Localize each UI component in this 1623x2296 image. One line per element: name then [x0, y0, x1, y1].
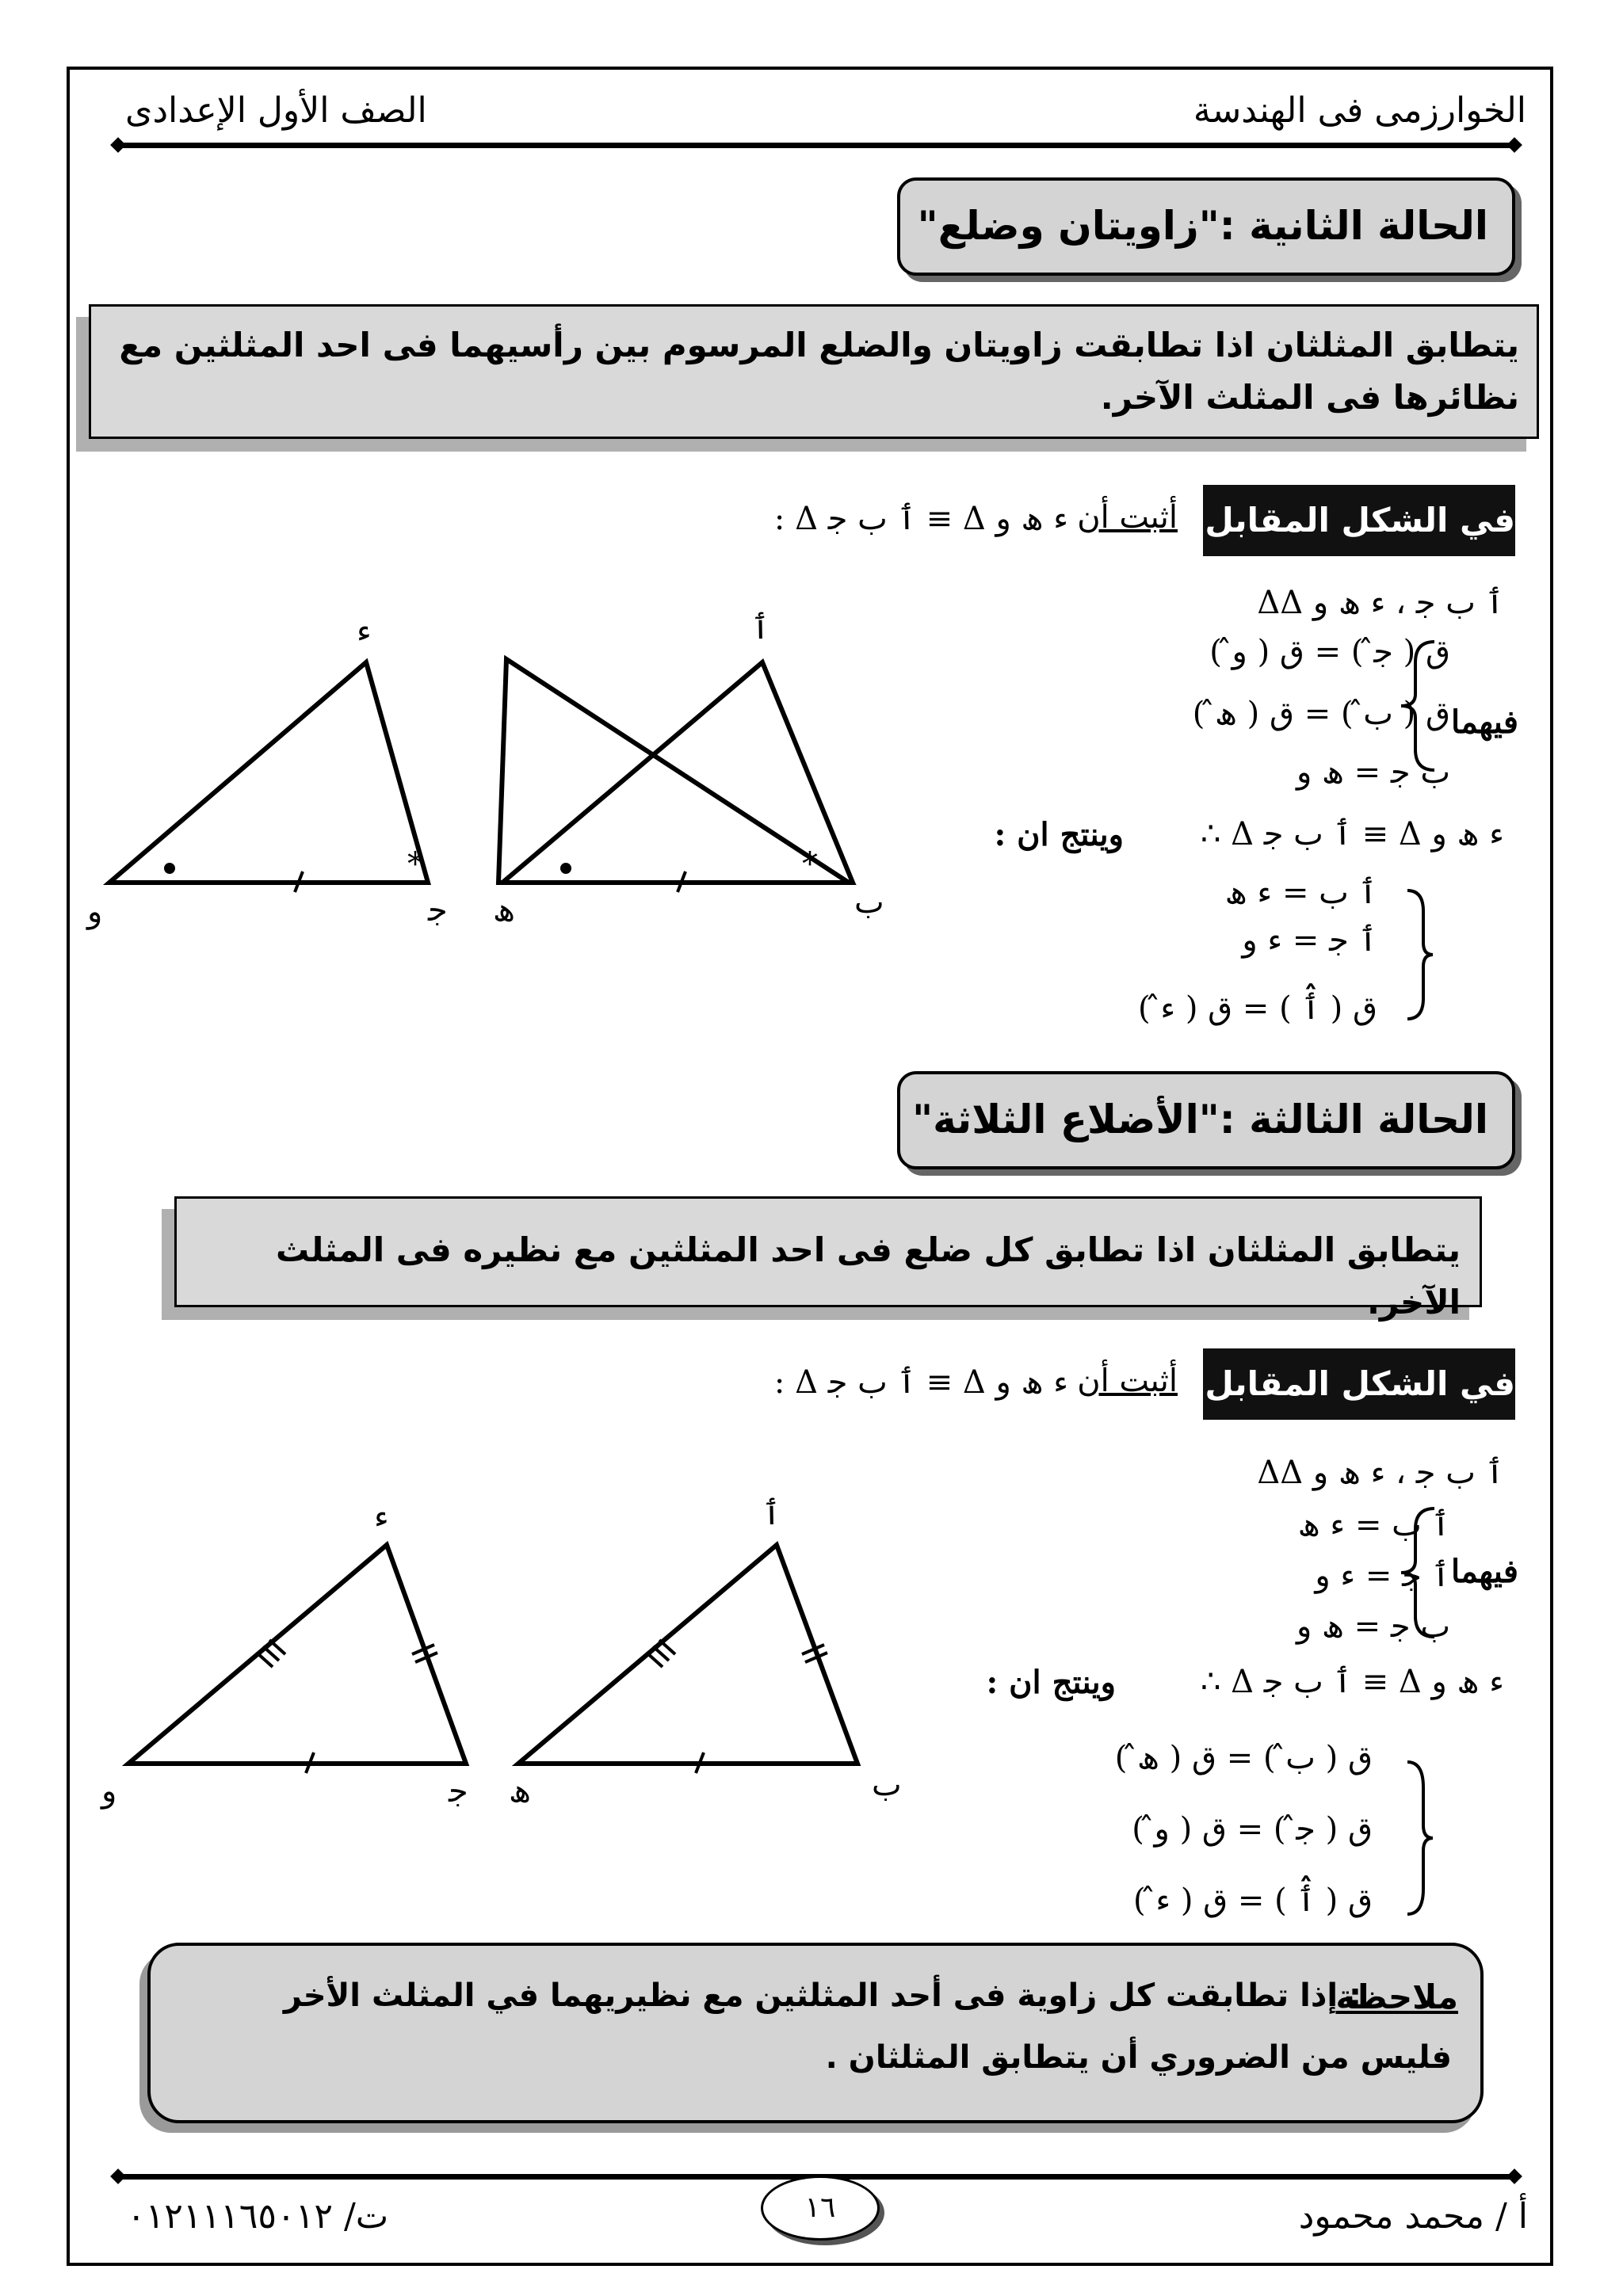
case2-proof-brace [1395, 639, 1442, 773]
case3-prove-statement: : Δ ٲ ب ﺟ ≡ Δ ﺀ ﮪ و [773, 1364, 1068, 1401]
case2-result3: ق ( ٲ̂ ) = ق ( ﺀ̂ ) [1138, 990, 1377, 1027]
case2-title: الحالة الثانية :"زاويتان وضلع" [917, 203, 1488, 249]
case2-star-2: * [407, 846, 423, 883]
case3-result-brace [1403, 1759, 1434, 1917]
case2-title-box [897, 177, 1515, 276]
case2-figure-label: في الشكل المقابل :- [1203, 485, 1515, 556]
case2-vertex-j: ﺟ [428, 892, 448, 929]
case2-vertex-d: ﺀ [357, 613, 372, 650]
case2-in-them: فيهما [1451, 704, 1518, 741]
case2-figure-shapes [87, 618, 927, 935]
note-text-line1: : إذا تطابقت كل زاوية فى أحد المثلثين مع نظيريهما في المثلث الأخر [283, 1978, 1361, 2014]
case2-definition-box [89, 304, 1539, 439]
case2-result-word: وينتج ان : [994, 816, 1124, 853]
case3-result-word: وينتج ان : [986, 1664, 1116, 1701]
case2-vertex-a: ٲ [751, 610, 770, 646]
case2-star-1: * [802, 846, 818, 883]
case2-therefore: ∴ Δ ٲ ب ﺟ ≡ Δ ﺀ ﮪ و [1200, 816, 1504, 852]
case2-result2: ٲ ﺟ = ﺀ و [1242, 922, 1377, 959]
case3-vertex-b: ب [872, 1767, 902, 1803]
case3-title: الحالة الثالثة :"الأضلاع الثلاثة" [912, 1097, 1488, 1142]
case3-proof-eq1: ٲ ب = ﺀ ﮪ [1297, 1507, 1450, 1543]
header-rule [119, 143, 1514, 148]
case3-vertex-w: و [101, 1773, 117, 1810]
page-number-text: ١٦ [804, 2191, 836, 2224]
case3-title-box [897, 1071, 1515, 1169]
case3-vertex-j: ﺟ [449, 1773, 468, 1810]
case3-result2: ق ( ﺟ̂ ) = ق ( و̂ ) [1132, 1811, 1373, 1848]
case3-triangle-1 [518, 1545, 857, 1764]
case3-result3: ق ( ٲ̂ ) = ق ( ﺀ̂ ) [1133, 1882, 1373, 1919]
case2-result1: ٲ ب = ﺀ ﮪ [1224, 875, 1377, 911]
footer-author: أ / محمد محمود [1298, 2196, 1528, 2237]
header-subject-title: الخوارزمى فى الهندسة [1193, 90, 1526, 131]
case3-vertex-h: ﮪ [509, 1773, 531, 1810]
note-box [147, 1943, 1484, 2123]
case3-therefore: ∴ Δ ٲ ب ﺟ ≡ Δ ﺀ ﮪ و [1200, 1664, 1504, 1700]
case3-proof-brace [1395, 1505, 1442, 1640]
case2-vertex-h: ﮪ [493, 892, 515, 929]
case2-proof-eq3: ب ﺟ = ﮪ و [1296, 754, 1450, 791]
case2-prove-word: أثبت أن [1077, 499, 1178, 536]
case2-result-brace [1403, 887, 1434, 1022]
case3-prove-word: أثبت أن [1077, 1363, 1178, 1399]
case2-dot-2 [164, 863, 175, 874]
footer-phone: ت/ ٠١٢١١١٦٥٠١٢ [127, 2196, 389, 2237]
case3-figure [87, 1505, 927, 1806]
case3-in-them: فيهما [1451, 1553, 1518, 1590]
case2-dot-1 [560, 863, 571, 874]
case3-vertex-a: ٲ [762, 1496, 781, 1532]
case3-definition-box [174, 1196, 1482, 1322]
case2-prove-statement: : Δ ٲ ب ﺟ ≡ Δ ﺀ ﮪ و [773, 501, 1068, 537]
note-text-line2: فليس من الضروري أن يتطابق المثلثان . [825, 2039, 1452, 2076]
case2-definition: يتطابق المثلثان اذا تطابقت زاويتان والضلع المرسوم بين رأسيهما فى احد المثلثين مع نظائرها فى المثلث الآخر. [119, 326, 1519, 417]
case3-proof-triangles: ΔΔ ٲ ب ﺟ ، ﺀ ﮪ و [1257, 1455, 1504, 1491]
case3-proof-eq3: ب ﺟ = ﮪ و [1296, 1608, 1450, 1645]
case3-proof-eq2: ٲ ﺟ = ﺀ و [1315, 1558, 1450, 1594]
case3-figure-label: في الشكل المقابل :- [1203, 1348, 1515, 1420]
header-grade-title: الصف الأول الإعدادى [125, 90, 427, 131]
case2-vertex-w: و [87, 894, 103, 930]
case3-vertex-d: ﺀ [374, 1499, 389, 1535]
case2-proof-eq1: ق ( ﺟ̂ ) = ق ( و̂ ) [1209, 634, 1450, 670]
case2-triangle-2 [109, 662, 428, 883]
case2-proof-eq2: ق ( ب̂ ) = ق ( ﮪ̂ ) [1192, 696, 1450, 732]
case2-vertex-b: ب [854, 884, 884, 921]
case2-triangle-1 [502, 662, 853, 883]
case3-result1: ق ( ب̂ ) = ق ( ﮪ̂ ) [1114, 1740, 1373, 1776]
case2-proof-triangles: ΔΔ ٲ ب ﺟ ، ﺀ ﮪ و [1257, 585, 1504, 621]
page-number [761, 2176, 880, 2241]
note-label: ملاحظة [1335, 1978, 1458, 2016]
case3-definition: يتطابق المثلثان اذا تطابق كل ضلع فى احد المثلثين مع نظيره فى المثلث الآخر. [276, 1230, 1461, 1322]
